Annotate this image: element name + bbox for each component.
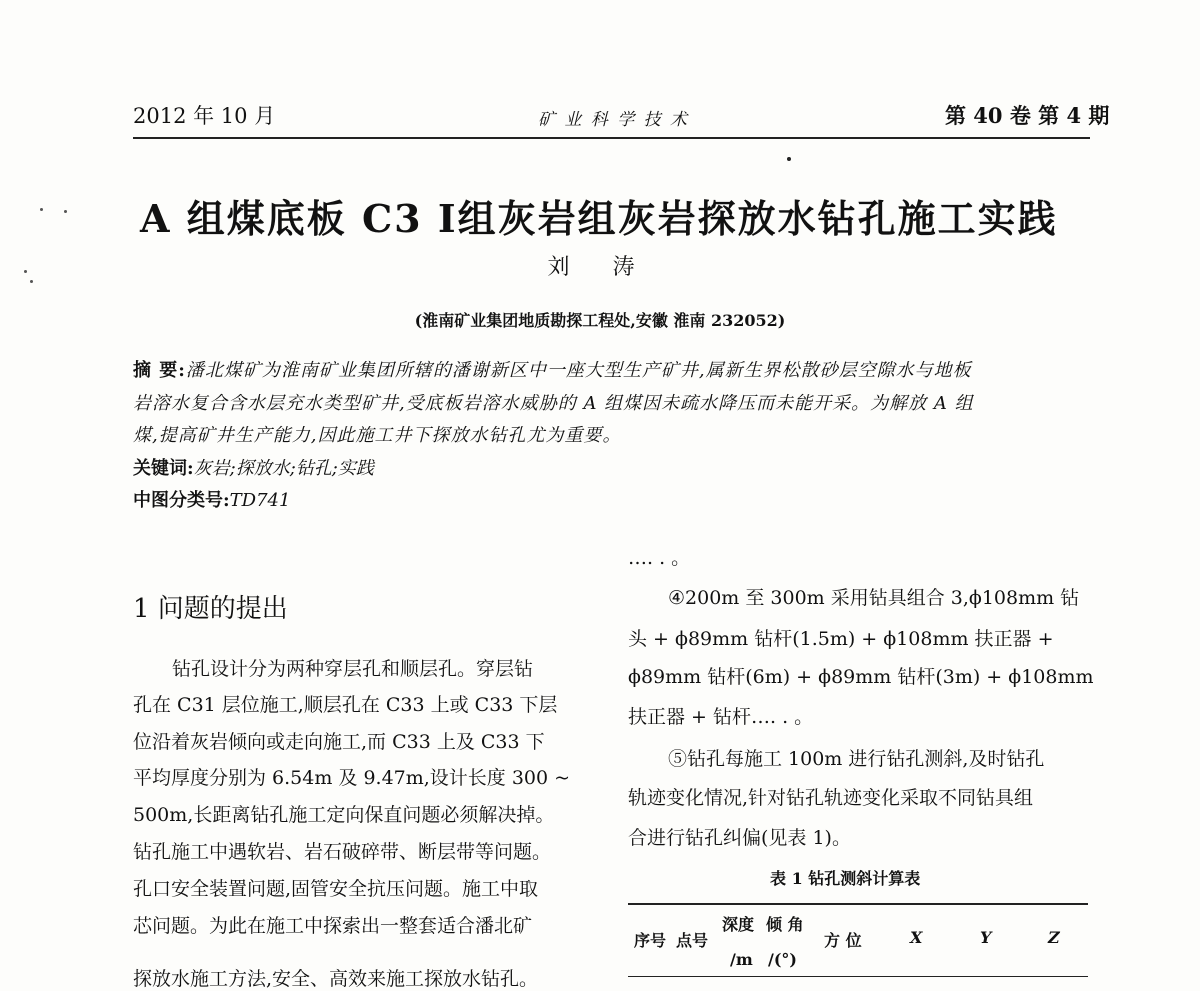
table-header-rule — [628, 976, 1088, 977]
col-depth: 深度 — [722, 915, 755, 934]
col-seq: 序号 — [634, 931, 667, 950]
clc-line — [133, 486, 290, 512]
left-para-line: 钻孔施工中遇软岩、岩石破碎带、断层带等问题。 — [133, 841, 552, 863]
left-para-line: 芯问题。为此在施工中探索出一整套适合潘北矿 — [133, 915, 533, 937]
paper-title: A 组煤底板 C3 Ⅰ组灰岩组灰岩探放水钻孔施工实践 — [140, 196, 1058, 241]
scan-speck — [40, 208, 43, 211]
right-line: 扶正器 + 钻杆…. . 。 — [628, 706, 814, 728]
table-top-rule — [628, 903, 1088, 905]
header-rule — [133, 137, 1090, 139]
left-para-line: 平均厚度分别为 6.54m 及 9.47m,设计长度 300 ~ — [133, 767, 571, 789]
right-line: ϕ89mm 钻杆(6m) + ϕ89mm 钻杆(3m) + ϕ108mm — [628, 666, 1094, 688]
col-x: X — [910, 928, 923, 947]
header-date: 2012 年 10 月 — [133, 104, 276, 128]
col-dip-unit: /(°) — [768, 950, 797, 969]
col-dip: 倾 角 — [766, 915, 804, 934]
left-para-line: 500m,长距离钻孔施工定向保直问题必须解决掉。 — [133, 804, 555, 826]
left-para-line: 孔口安全装置问题,固管安全抗压问题。施工中取 — [133, 878, 539, 900]
clc-value: TD741 — [229, 490, 291, 511]
scan-speck — [787, 157, 791, 161]
abstract-line-3: 煤,提高矿井生产能力,因此施工井下探放水钻孔尤为重要。 — [133, 425, 622, 446]
header-issue: 第 40 卷 第 4 期 — [945, 103, 1110, 128]
section-heading: 1 问题的提出 — [133, 594, 288, 624]
abstract-label: 摘 要: — [133, 360, 186, 381]
col-azimuth: 方 位 — [824, 931, 862, 950]
abstract-line-1 — [133, 356, 972, 382]
left-para-line: 位沿着灰岩倾向或走向施工,而 C33 上及 C33 下 — [133, 731, 545, 753]
keywords-label: 关键词: — [133, 458, 194, 479]
scan-speck — [64, 210, 67, 213]
right-line: …. . 。 — [628, 547, 691, 569]
abstract-text: 潘北煤矿为淮南矿业集团所辖的潘谢新区中一座大型生产矿井,属新生界松散砂层空隙水与地板 — [185, 360, 972, 381]
left-para-line: 钻孔设计分为两种穿层孔和顺层孔。穿层钻 — [172, 658, 534, 680]
clc-label: 中图分类号: — [133, 490, 230, 511]
right-line: ④200m 至 300m 采用钻具组合 3,ϕ108mm 钻 — [668, 587, 1080, 609]
right-line: 合进行钻孔纠偏(见表 1)。 — [628, 827, 851, 849]
author-affiliation: (淮南矿业集团地质勘探工程处,安徽 淮南 232052) — [414, 311, 786, 330]
right-line: 轨迹变化情况,针对钻孔轨迹变化采取不同钻具组 — [628, 787, 1034, 809]
left-para-line: 探放水施工方法,安全、高效来施工探放水钻孔。 — [133, 968, 539, 990]
col-depth-unit: /m — [730, 950, 753, 969]
left-para-line: 孔在 C31 层位施工,顺层孔在 C33 上或 C33 下层 — [133, 694, 558, 716]
keywords-line — [133, 454, 374, 480]
col-point: 点号 — [676, 931, 709, 950]
abstract-line-2: 岩溶水复合含水层充水类型矿井,受底板岩溶水威胁的 A 组煤因未疏水降压而未能开采。为解放 A 组 — [133, 393, 974, 414]
col-y: Y — [980, 928, 992, 947]
keywords-value: 灰岩;探放水;钻孔;实践 — [193, 458, 374, 479]
table-caption: 表 1 钻孔测斜计算表 — [770, 869, 921, 888]
col-z: Z — [1048, 928, 1060, 947]
right-line: 头 + ϕ89mm 钻杆(1.5m) + ϕ108mm 扶正器 + — [628, 628, 1054, 650]
header-journal: 矿 业 科 学 技 术 — [538, 110, 690, 130]
author-name: 刘 涛 — [547, 255, 653, 280]
right-line: ⑤钻孔每施工 100m 进行钻孔测斜,及时钻孔 — [668, 748, 1045, 770]
